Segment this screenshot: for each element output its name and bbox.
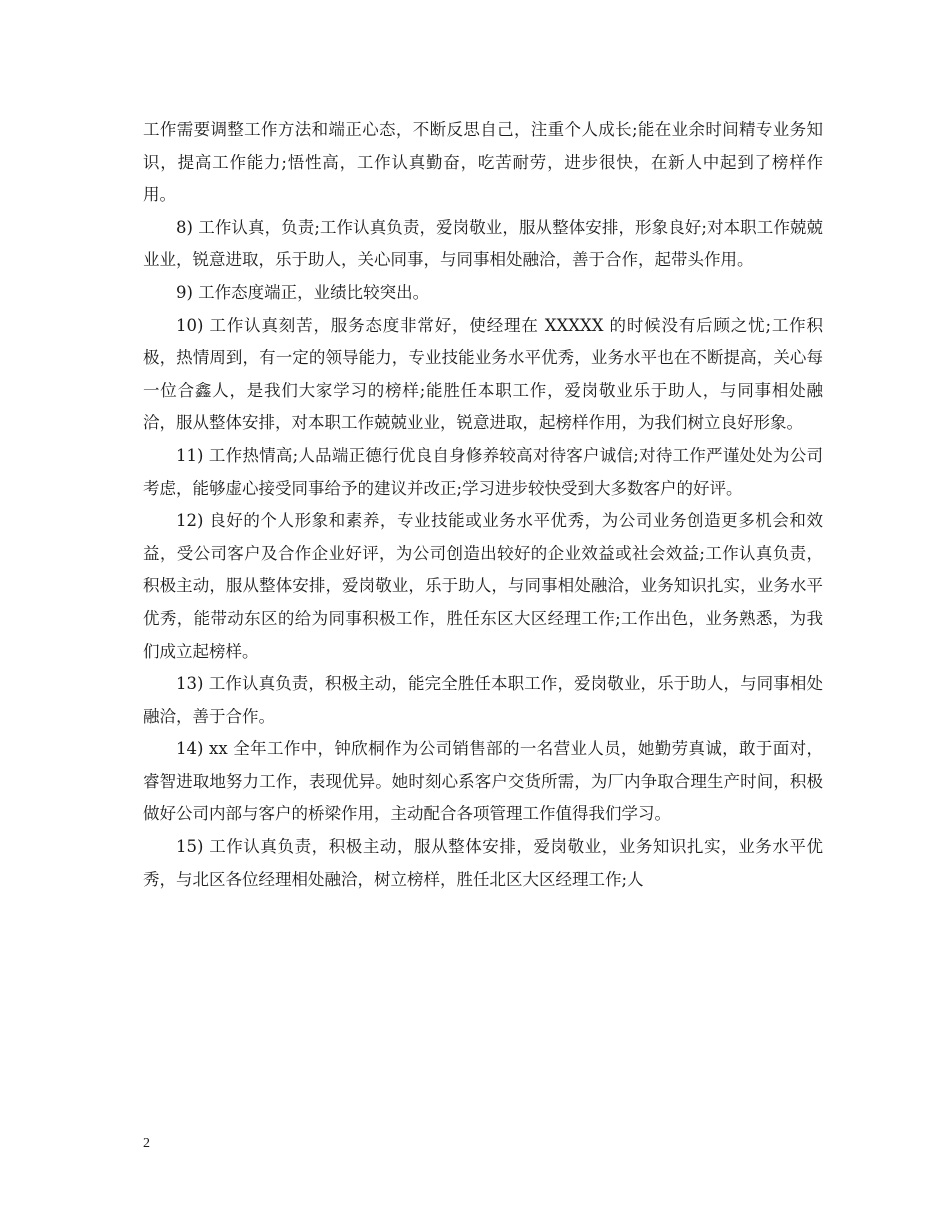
page-number: 2 — [143, 1136, 150, 1151]
paragraph-item-11: 11) 工作热情高;人品端正德行优良自身修养较高对待客户诚信;对待工作严谨处处为公司考虑，能够虚心接受同事给予的建议并改正;学习进步较快受到大多数客户的好评。 — [143, 445, 823, 498]
paragraph-continued: 工作需要调整工作方法和端正心态，不断反思自己，注重个人成长;能在业余时间精专业务知识，提高工作能力;悟性高，工作认真勤奋，吃苦耐劳，进步很快，在新人中起到了榜样作用。 — [143, 120, 823, 205]
paragraph-item-15: 15) 工作认真负责，积极主动，服从整体安排，爱岗敬业，业务知识扎实，业务水平优秀，与北区各位经理相处融洽，树立榜样，胜任北区大区经理工作;人 — [143, 837, 823, 889]
paragraph-item-8: 8) 工作认真，负责;工作认真负责，爱岗敬业，服从整体安排，形象良好;对本职工作兢兢业业，锐意进取，乐于助人，关心同事，与同事相处融洽，善于合作，起带头作用。 — [143, 217, 823, 270]
paragraph-item-14: 14) xx 全年工作中，钟欣桐作为公司销售部的一名营业人员，她勤劳真诚，敢于面对，睿智进取地努力工作，表现优异。她时刻心系客户交货所需，为厂内争取合理生产时间，积极做好公司内部与客户的桥梁作用，主动配合各项管理工作值得我们学习。 — [143, 739, 823, 824]
document-body — [143, 114, 823, 896]
paragraph-item-12: 12) 良好的个人形象和素养，专业技能或业务水平优秀，为公司业务创造更多机会和效益，受公司客户及合作企业好评，为公司创造出较好的企业效益或社会效益;工作认真负责，积极主动，服从整体安排，爱岗敬业，乐于助人，与同事相处融洽，业务知识扎实，业务水平优秀，能带动东区的给为同事积极工作，胜任东区大区经理工作;工作出色，业务熟悉，为我们成立起榜样。 — [143, 511, 823, 661]
paragraph-item-10: 10) 工作认真刻苦，服务态度非常好，使经理在 XXXXX 的时候没有后顾之忧;工作积极，热情周到，有一定的领导能力，专业技能业务水平优秀，业务水平也在不断提高，关心每一位合鑫人，是我们大家学习的榜样;能胜任本职工作，爱岗敬业乐于助人，与同事相处融洽，服从整体安排，对本职工作兢兢业业，锐意进取，起榜样作用，为我们树立良好形象。 — [143, 315, 823, 433]
paragraph-item-13: 13) 工作认真负责，积极主动，能完全胜任本职工作，爱岗敬业，乐于助人，与同事相处融洽，善于合作。 — [143, 674, 823, 726]
paragraph-item-9: 9) 工作态度端正，业绩比较突出。 — [176, 282, 430, 302]
